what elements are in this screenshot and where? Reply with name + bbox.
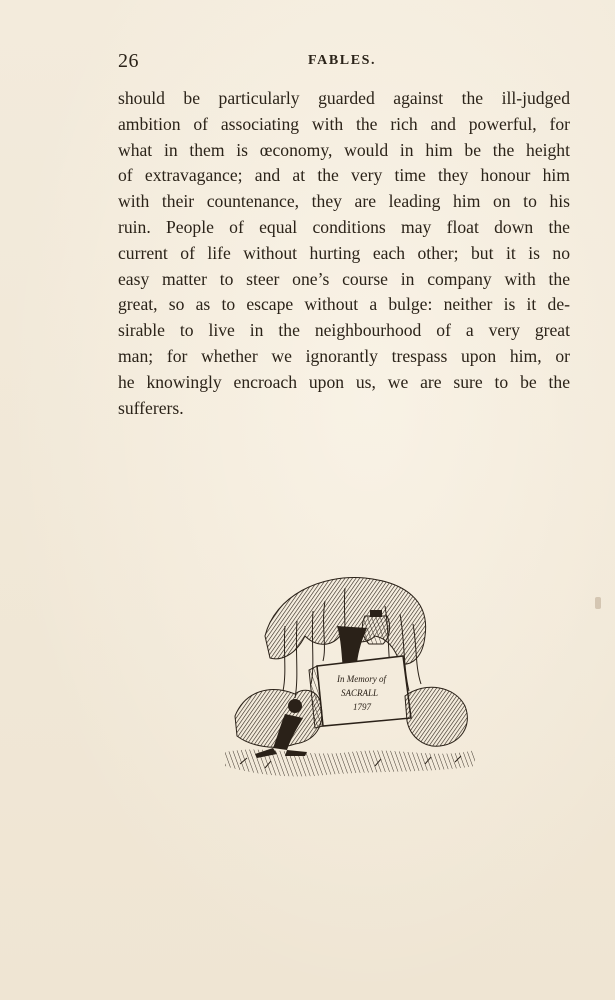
text-line: he knowingly encroach upon us, we are sure to be the	[118, 371, 570, 392]
text-line: ambition of associating with the rich and powerful, for	[118, 113, 570, 134]
text-line: should be particularly guarded against the ill-judged	[118, 88, 570, 108]
inscription-line: In Memory of	[337, 674, 386, 684]
text-line: sirable to live in the neighbourhood of a very great	[118, 320, 570, 341]
page-blemish	[595, 597, 601, 609]
text-line: sufferers.	[118, 397, 184, 418]
text-line: current of life without hurting each other; but it is no	[118, 242, 570, 263]
text-line: ruin. People of equal conditions may float down the	[118, 216, 570, 237]
text-line: of extravagance; and at the very time they honour him	[118, 165, 570, 186]
page-header	[118, 50, 570, 76]
inscription-line: SACRALL	[341, 688, 379, 698]
text-line: with their countenance, they are leading him on to his	[118, 191, 570, 212]
running-head: FABLES.	[308, 53, 377, 68]
text-line: great, so as to escape without a bulge: neither is it de-	[118, 294, 570, 315]
woodcut-tombstone-willow-icon	[225, 566, 475, 778]
body-paragraph	[118, 86, 570, 421]
text-line: easy matter to steer one’s course in company with the	[118, 268, 570, 289]
text-line: what in them is œconomy, would in him be the height	[118, 139, 570, 160]
text-line: man; for whether we ignorantly trespass upon him, or	[118, 345, 570, 366]
inscription-line: 1797	[353, 702, 371, 712]
page-number: 26	[118, 50, 139, 72]
